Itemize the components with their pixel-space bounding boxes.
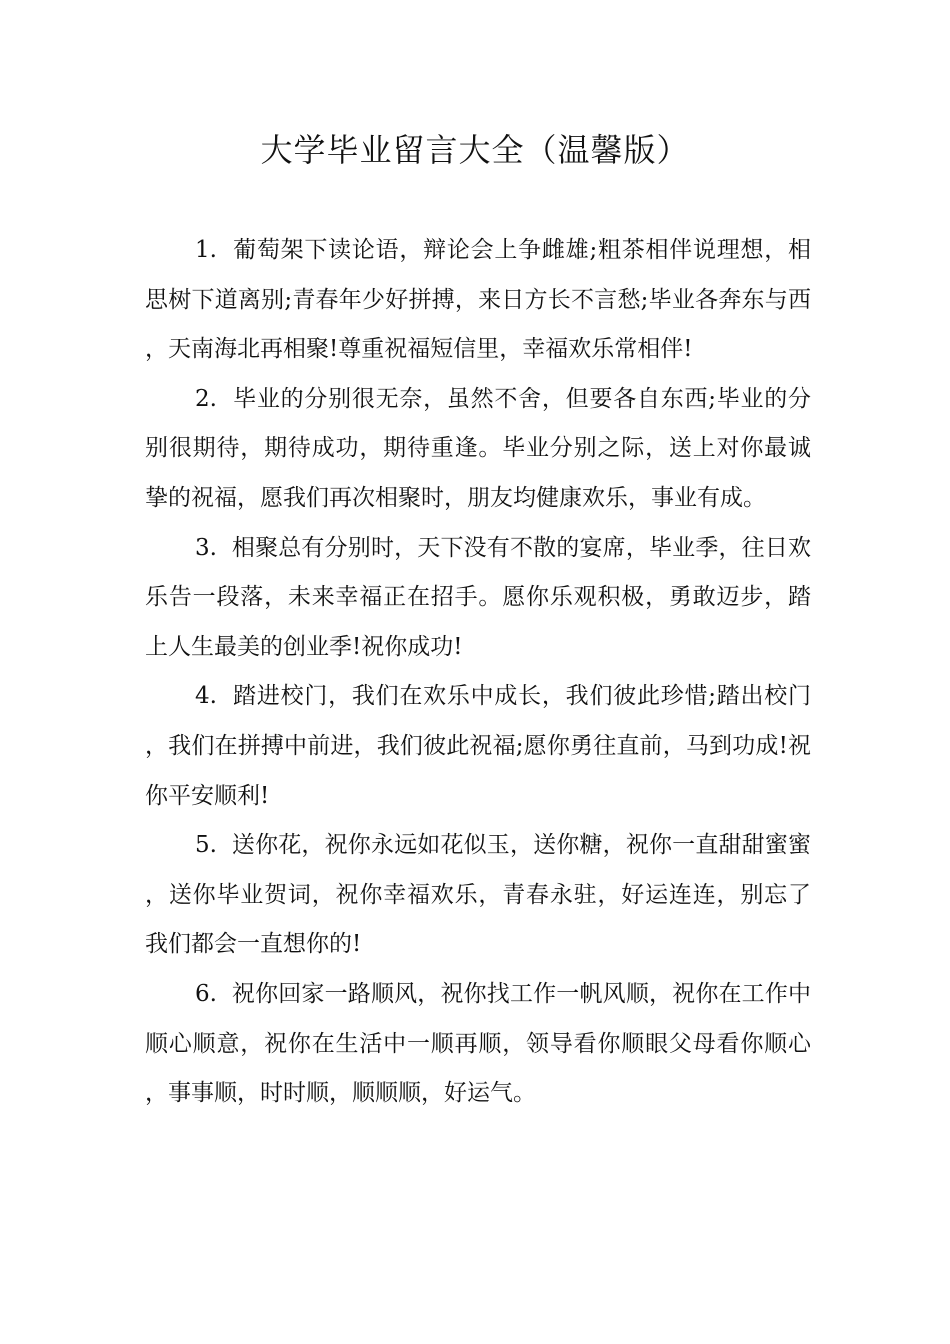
paragraph-5 xyxy=(145,821,811,970)
paragraph-2 xyxy=(145,375,811,524)
paragraph-1 xyxy=(145,226,811,375)
paragraph-text: 祝你回家一路顺风，祝你找工作一帆风顺，祝你在工作中顺心顺意，祝你在生活中一顺再顺，领导看你顺眼父母看你顺心，事事顺，时时顺，顺顺顺，好运气。 xyxy=(145,980,812,1107)
paragraph-text: 送你花，祝你永远如花似玉，送你糖，祝你一直甜甜蜜蜜，送你毕业贺词，祝你幸福欢乐，青春永驻，好运连连，别忘了我们都会一直想你的! xyxy=(145,832,812,958)
paragraph-number: 4. xyxy=(195,683,217,710)
paragraph-4 xyxy=(145,672,811,821)
paragraph-number: 3. xyxy=(195,534,217,561)
paragraph-text: 相聚总有分别时，天下没有不散的宴席，毕业季，往日欢乐告一段落，未来幸福正在招手。愿你乐观积极，勇敢迈步，踏上人生最美的创业季!祝你成功! xyxy=(145,534,812,660)
paragraph-number: 6. xyxy=(195,980,217,1007)
document-title: 大学毕业留言大全（温馨版） xyxy=(260,131,690,169)
paragraph-3 xyxy=(145,524,811,673)
paragraph-text: 毕业的分别很无奈，虽然不舍，但要各自东西;毕业的分别很期待，期待成功，期待重逢。毕业分别之际，送上对你最诚挚的祝福，愿我们再次相聚时，朋友均健康欢乐，事业有成。 xyxy=(145,385,812,511)
paragraph-number: 5. xyxy=(195,832,217,859)
paragraph-number: 1. xyxy=(195,237,217,263)
paragraph-number: 2. xyxy=(195,385,217,412)
paragraph-text: 葡萄架下读论语，辩论会上争雌雄;粗茶相伴说理想，相思树下道离别;青春年少好拼搏，来日方长不言愁;毕业各奔东与西，天南海北再相聚!尊重祝福短信里，幸福欢乐常相伴! xyxy=(145,237,812,363)
paragraph-text: 踏进校门，我们在欢乐中成长，我们彼此珍惜;踏出校门，我们在拼搏中前进，我们彼此祝福;愿你勇往直前，马到功成!祝你平安顺利! xyxy=(145,683,812,809)
document-body xyxy=(145,226,811,1119)
paragraph-6 xyxy=(145,970,811,1119)
